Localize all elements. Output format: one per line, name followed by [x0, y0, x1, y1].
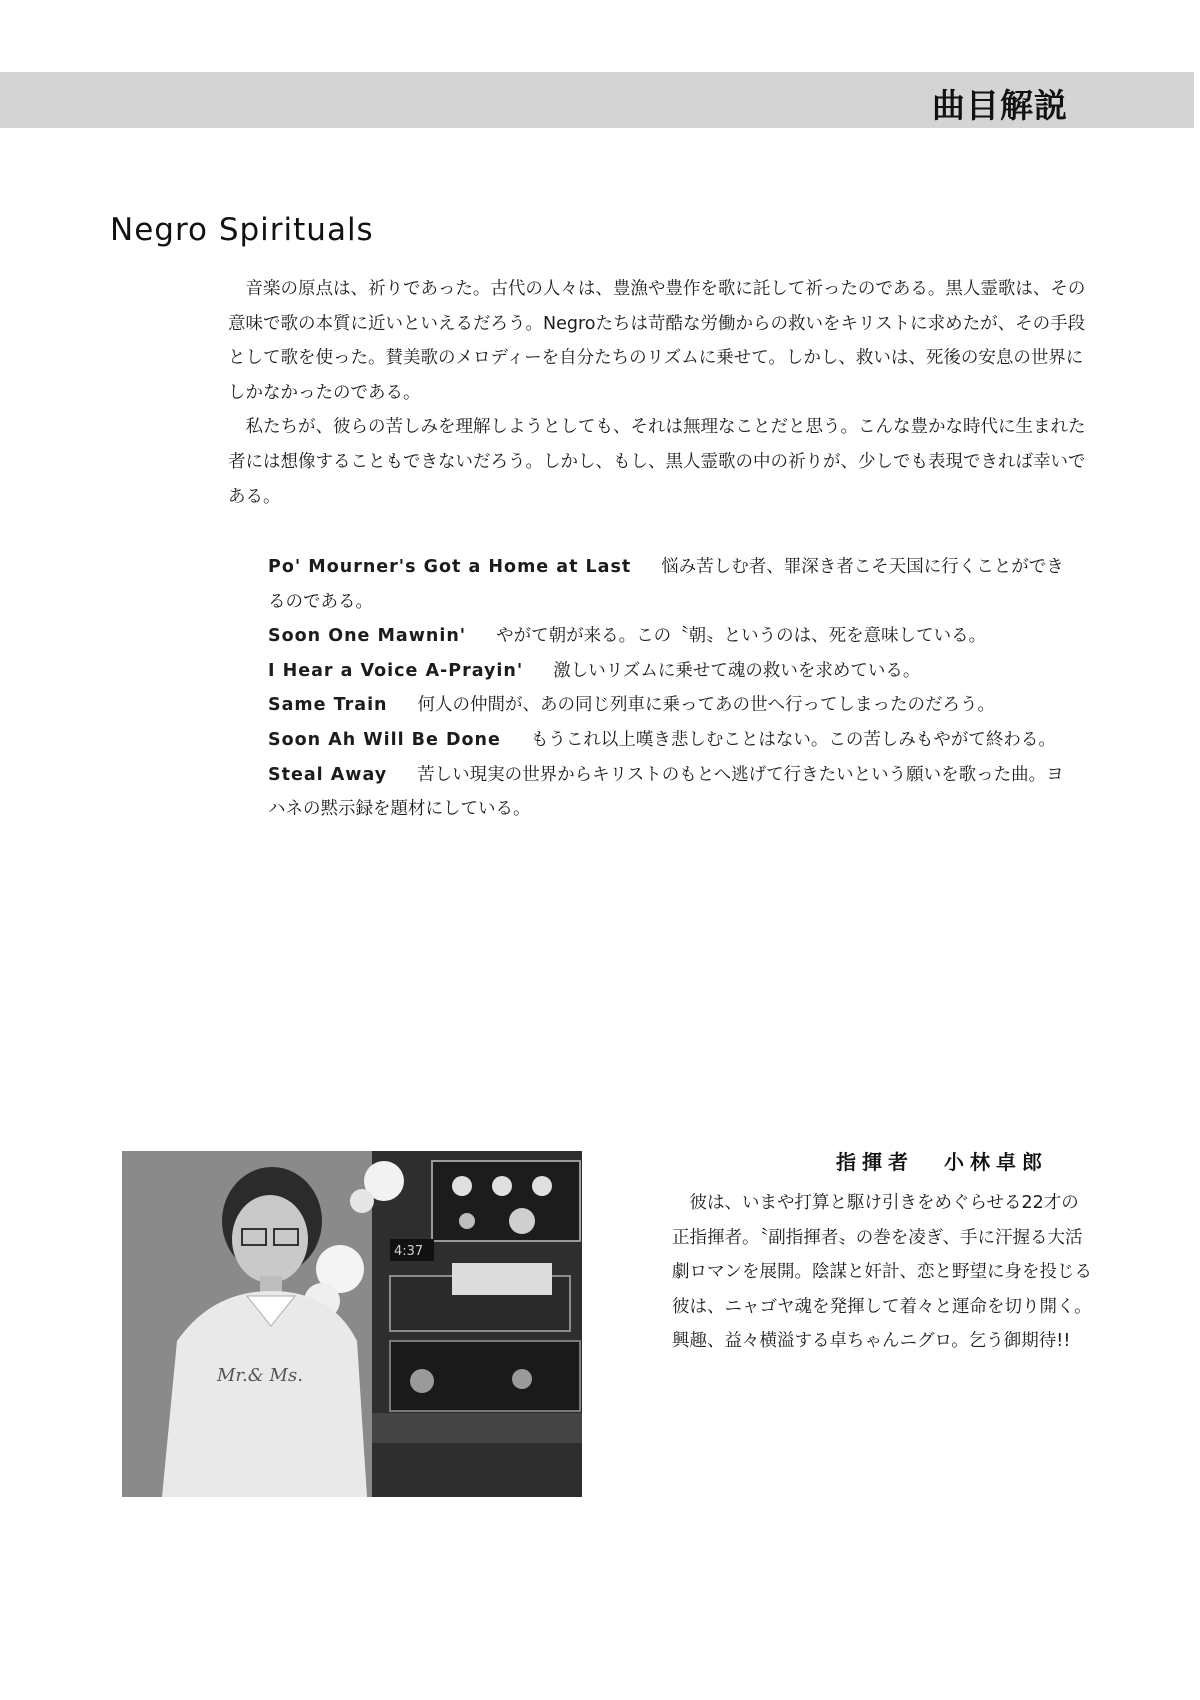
song-title: Po' Mourner's Got a Home at Last	[268, 557, 632, 577]
song-title: Same Train	[268, 695, 388, 716]
song-item	[268, 550, 1080, 619]
conductor-role: 指揮者	[836, 1150, 914, 1174]
page-title: 曲目解説	[932, 86, 1068, 125]
conductor-photo	[122, 1151, 582, 1497]
song-list	[268, 550, 1080, 827]
clock-readout: 4:37	[394, 1244, 424, 1259]
song-title: Soon Ah Will Be Done	[268, 729, 501, 750]
song-description: 苦しい現実の世界からキリストのもとへ逃げて行きたいという願いを歌った曲。ヨハネの黙示録を題材にしている。	[268, 764, 1064, 820]
song-description: 何人の仲間が、あの同じ列車に乗ってあの世へ行ってしまったのだろう。	[417, 695, 996, 716]
conductor-heading	[836, 1146, 1048, 1175]
intro-paragraph: 音楽の原点は、祈りであった。古代の人々は、豊漁や豊作を歌に託して祈ったのである。黒人霊歌は、その意味で歌の本質に近いといえるだろう。Negroたちは苛酷な労働からの救いをキリストに求めたが、その手段として歌を使った。賛美歌のメロディーを自分たちのリズムに乗せて。しかし、救いは、死後の安息の世界にしかなかったのである。	[228, 279, 1086, 403]
intro-paragraph: 私たちが、彼らの苦しみを理解しようとしても、それは無理なことだと思う。こんな豊かな時代に生まれた者には想像することもできないだろう。しかし、もし、黒人霊歌の中の祈りが、少しでも表現できれば幸いである。	[228, 417, 1086, 507]
section-title: Negro Spirituals	[110, 212, 374, 248]
conductor-bio	[672, 1186, 1092, 1359]
song-item	[268, 758, 1080, 827]
song-description: やがて朝が来る。この〝朝〟というのは、死を意味している。	[496, 626, 987, 647]
song-description: 激しいリズムに乗せて魂の救いを求めている。	[553, 660, 921, 681]
conductor-bio-text: 彼は、いまや打算と駆け引きをめぐらせる22才の正指揮者。〝副指揮者〟の巻を凌ぎ、手に汗握る大活劇ロマンを展開。陰謀と奸計、恋と野望に身を投じる彼は、ニャゴヤ魂を発揮して着々と運命を切り開く。興趣、益々横溢する卓ちゃんニグロ。乞う御期待!!	[672, 1193, 1092, 1351]
shirt-print: Mr.& Ms.	[217, 1365, 303, 1386]
conductor-photo-image	[122, 1151, 582, 1497]
song-title: Soon One Mawnin'	[268, 626, 467, 647]
intro-text	[228, 272, 1098, 514]
song-item	[268, 688, 1080, 723]
song-item	[268, 654, 1080, 689]
song-item	[268, 723, 1080, 758]
song-description: もうこれ以上嘆き悲しむことはない。この苦しみもやがて終わる。	[530, 729, 1056, 750]
song-description: 悩み苦しむ者、罪深き者こそ天国に行くことができるのである。	[268, 557, 1064, 612]
song-title: Steal Away	[268, 764, 388, 785]
song-item	[268, 619, 1080, 654]
conductor-name: 小林卓郎	[944, 1150, 1048, 1174]
song-title: I Hear a Voice A-Prayin'	[268, 660, 524, 681]
header-band	[0, 72, 1194, 128]
